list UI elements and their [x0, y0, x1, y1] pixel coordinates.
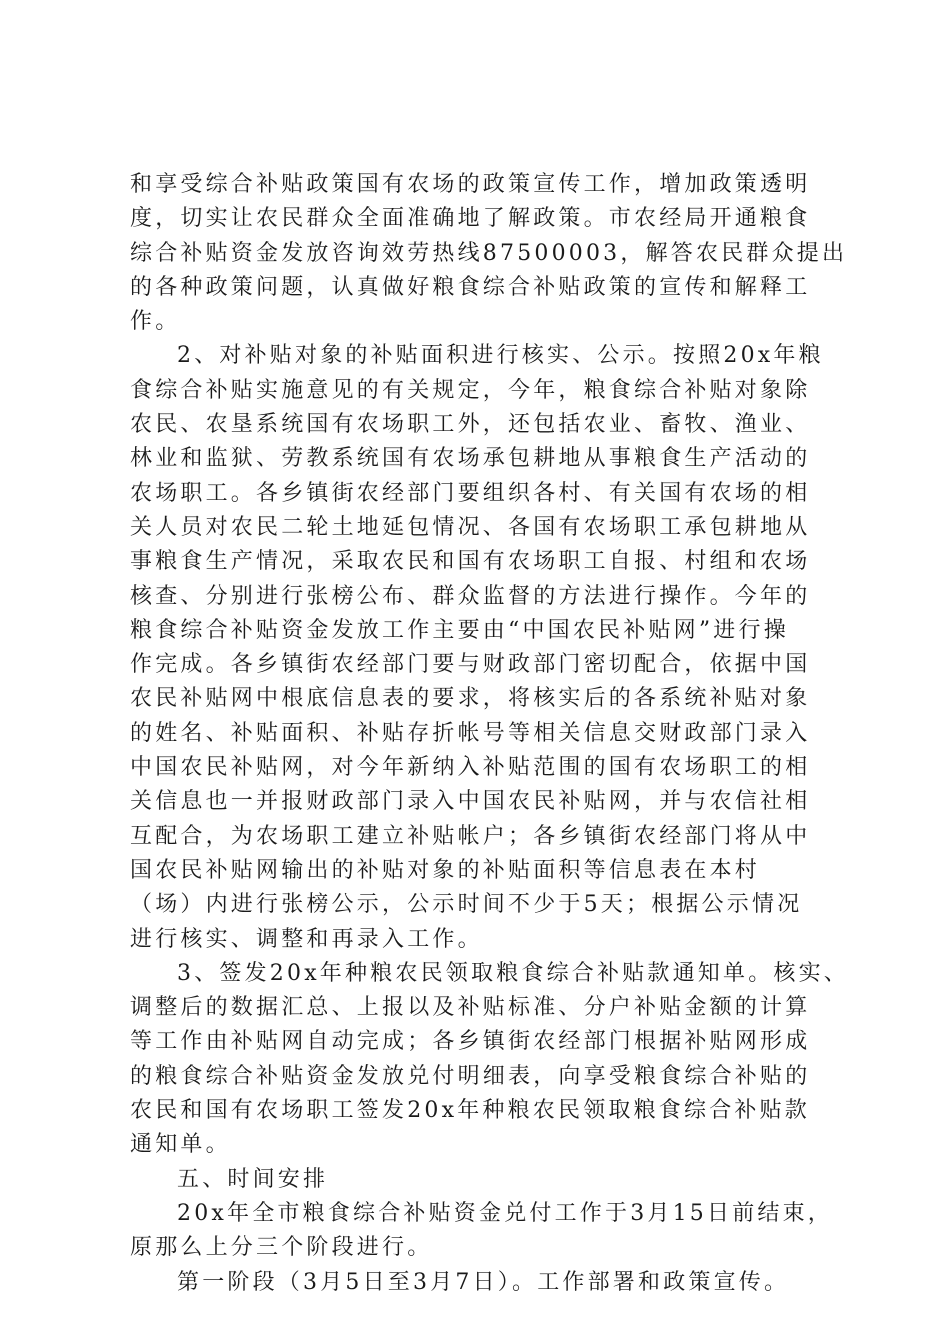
text-line: 国农民补贴网输出的补贴对象的补贴面积等信息表在本村 — [130, 857, 761, 883]
text-line: 中国农民补贴网，对今年新纳入补贴范围的国有农场职工的相 — [130, 755, 811, 781]
text-line: 农民和国有农场职工签发20x年种粮农民领取粮食综合补贴款 — [130, 1098, 811, 1124]
text-line: 作完成。各乡镇街农经部门要与财政部门密切配合，依据中国 — [130, 652, 811, 678]
text-line: 通知单。 — [130, 1132, 231, 1158]
text-line: 五、时间安排 — [177, 1166, 329, 1192]
text-line: 进行核实、调整和再录入工作。 — [130, 926, 483, 952]
text-line: 核查、分别进行张榜公布、群众监督的方法进行操作。今年的 — [130, 583, 811, 609]
text-line: 3、签发20x年种粮农民领取粮食综合补贴款通知单。核实、 — [177, 960, 850, 986]
text-line: 关人员对农民二轮土地延包情况、各国有农场职工承包耕地从 — [130, 514, 811, 540]
text-line: 林业和监狱、劳教系统国有农场承包耕地从事粮食生产活动的 — [130, 446, 811, 472]
text-line: 作。 — [130, 309, 181, 335]
text-line: 等工作由补贴网自动完成；各乡镇街农经部门根据补贴网形成 — [130, 1029, 811, 1055]
text-line: 食综合补贴实施意见的有关规定，今年，粮食综合补贴对象除 — [130, 377, 811, 403]
text-line: 原那么上分三个阶段进行。 — [130, 1235, 433, 1261]
document-body — [130, 168, 850, 1300]
text-line: 粮食综合补贴资金发放工作主要由“中国农民补贴网”进行操 — [130, 617, 789, 643]
text-line: 农场职工。各乡镇街农经部门要组织各村、有关国有农场的相 — [130, 480, 811, 506]
text-line: 和享受综合补贴政策国有农场的政策宣传工作，增加政策透明 — [130, 172, 811, 197]
text-line: 20x年全市粮食综合补贴资金兑付工作于3月15日前结束， — [177, 1200, 833, 1226]
text-line: 第一阶段（3月5日至3月7日）。工作部署和政策宣传。 — [177, 1269, 790, 1295]
text-line: 的姓名、补贴面积、补贴存折帐号等相关信息交财政部门录入 — [130, 720, 811, 746]
text-line: 农民、农垦系统国有农场职工外，还包括农业、畜牧、渔业、 — [130, 412, 811, 438]
text-line: 农民补贴网中根底信息表的要求，将核实后的各系统补贴对象 — [130, 686, 811, 712]
text-line: 2、对补贴对象的补贴面积进行核实、公示。按照20x年粮 — [177, 343, 824, 369]
text-line: 的各种政策问题，认真做好粮食综合补贴政策的宣传和解释工 — [130, 274, 811, 300]
text-line: 事粮食生产情况，采取农民和国有农场职工自报、村组和农场 — [130, 549, 811, 575]
text-line: 互配合，为农场职工建立补贴帐户；各乡镇街农经部门将从中 — [130, 823, 811, 849]
text-line: （场）内进行张榜公示，公示时间不少于5天；根据公示情况 — [130, 892, 803, 918]
text-line: 调整后的数据汇总、上报以及补贴标准、分户补贴金额的计算 — [130, 995, 811, 1021]
text-line: 度，切实让农民群众全面准确地了解政策。市农经局开通粮食 — [130, 206, 811, 232]
text-line: 的粮食综合补贴资金发放兑付明细表，向享受粮食综合补贴的 — [130, 1063, 811, 1089]
text-line: 综合补贴资金发放咨询效劳热线87500003，解答农民群众提出 — [130, 240, 848, 266]
text-line: 关信息也一并报财政部门录入中国农民补贴网，并与农信社相 — [130, 789, 811, 815]
